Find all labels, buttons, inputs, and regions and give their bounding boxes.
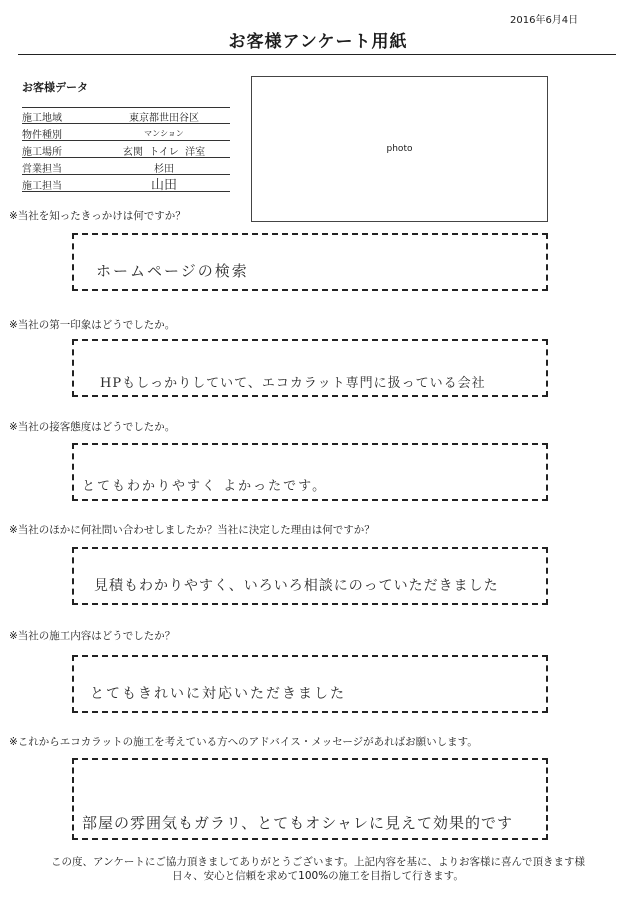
question-3: ※当社の接客態度はどうでしたか。 bbox=[9, 421, 176, 433]
photo-label: photo bbox=[386, 144, 413, 154]
customer-row-sales-rep bbox=[22, 158, 230, 175]
customer-row-value-handwritten: 山田 bbox=[150, 178, 177, 193]
customer-row-label: 施工地域 bbox=[22, 113, 62, 124]
answer-2-handwritten: HPもしっかりしていて、エコカラット専門に扱っている会社 bbox=[100, 376, 486, 391]
question-4: ※当社のほかに何社問い合わせしましたか？当社に決定した理由は何ですか？ bbox=[9, 524, 375, 536]
answer-3-handwritten: とてもわかりやすく よかったです。 bbox=[82, 479, 328, 494]
question-5: ※当社の施工内容はどうでしたか？ bbox=[9, 630, 176, 642]
customer-row-property-type bbox=[22, 124, 230, 141]
customer-row-installer bbox=[22, 175, 230, 192]
footer-line-2: 日々、安心と信頼を求めて100%の施工を目指して行きます。 bbox=[172, 870, 464, 882]
answer-box-3 bbox=[72, 443, 548, 501]
customer-row-value: 玄関 トイレ 洋室 bbox=[122, 147, 206, 158]
customer-row-value: 東京都世田谷区 bbox=[129, 113, 199, 124]
question-6: ※これからエコカラットの施工を考えている方へのアドバイス・メッセージがあればお願いします。 bbox=[9, 736, 478, 748]
title-underline bbox=[18, 54, 616, 55]
customer-row-value: マンション bbox=[144, 129, 184, 138]
customer-row-label: 施工担当 bbox=[22, 181, 62, 192]
answer-5-handwritten: とてもきれいに対応いただきました bbox=[90, 686, 346, 702]
customer-row-area bbox=[22, 107, 230, 124]
answer-box-6 bbox=[72, 758, 548, 840]
customer-row-location bbox=[22, 141, 230, 158]
customer-data-heading: お客様データ bbox=[22, 81, 88, 94]
answer-1-handwritten: ホームページの検索 bbox=[96, 262, 249, 280]
question-1: ※当社を知ったきっかけは何ですか？ bbox=[9, 210, 186, 222]
answer-4-handwritten: 見積もわかりやすく、いろいろ相談にのっていただきました bbox=[94, 578, 499, 594]
photo-frame bbox=[251, 76, 548, 222]
customer-row-label: 営業担当 bbox=[22, 164, 62, 175]
answer-box-1 bbox=[72, 233, 548, 291]
answer-box-2 bbox=[72, 339, 548, 397]
question-2: ※当社の第一印象はどうでしたか。 bbox=[9, 319, 176, 331]
page-title: お客様アンケート用紙 bbox=[228, 32, 408, 52]
customer-row-value: 杉田 bbox=[154, 164, 174, 175]
customer-row-label: 施工場所 bbox=[22, 147, 62, 158]
customer-row-label: 物件種別 bbox=[22, 130, 62, 141]
answer-6-handwritten: 部屋の雰囲気もガラリ、とてもオシャレに見えて効果的です bbox=[82, 814, 513, 832]
answer-box-4 bbox=[72, 547, 548, 605]
answer-box-5 bbox=[72, 655, 548, 713]
survey-date: 2016年6月4日 bbox=[510, 15, 579, 26]
footer-line-1: この度、アンケートにご協力頂きましてありがとうございます。上記内容を基に、よりお客様に喜んで頂きます様 bbox=[50, 856, 586, 868]
